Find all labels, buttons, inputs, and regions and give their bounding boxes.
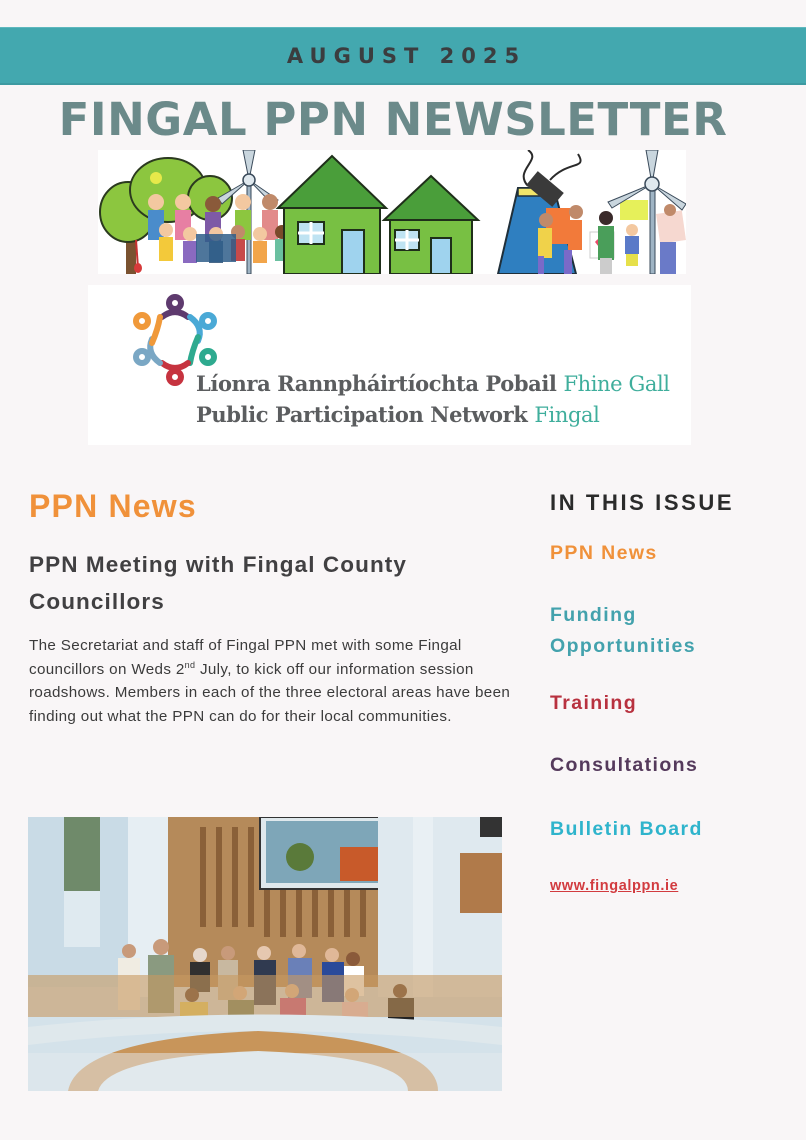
- newsletter-title: FINGAL PPN NEWSLETTER: [58, 93, 728, 146]
- logo-irish-accent: Fhine Gall: [563, 372, 670, 396]
- logo-irish-name: [196, 371, 670, 396]
- article-title: PPN Meeting with Fingal County Councillors: [29, 552, 407, 614]
- meeting-photo: [28, 817, 502, 1091]
- logo-english-accent: Fingal: [534, 403, 600, 427]
- ordinal-suffix: nd: [184, 659, 196, 670]
- website-link[interactable]: www.fingalppn.ie: [550, 878, 679, 894]
- community-illustration-icon: [98, 150, 686, 274]
- toc-item-bulletin-board[interactable]: Bulletin Board: [550, 818, 703, 840]
- issue-date: AUGUST 2025: [286, 43, 527, 68]
- toc-item-funding-opportunities[interactable]: [550, 600, 696, 662]
- toc-item-ppn-news[interactable]: PPN News: [550, 542, 658, 564]
- date-banner: [0, 27, 806, 85]
- logo-english-main: Public Participation Network: [196, 402, 528, 427]
- in-this-issue-heading: IN THIS ISSUE: [550, 490, 735, 515]
- hero-illustration: [98, 150, 686, 274]
- ppn-logo: [88, 285, 691, 445]
- logo-irish-main: Líonra Rannpháirtíochta Pobail: [196, 371, 557, 396]
- toc-item-training[interactable]: Training: [550, 692, 638, 714]
- article-body: [29, 634, 519, 728]
- logo-english-name: [196, 402, 599, 427]
- toc-item-consultations[interactable]: Consultations: [550, 754, 699, 776]
- toc-item-funding-line2: Opportunities: [550, 635, 697, 657]
- section-heading-ppn-news: PPN News: [29, 488, 197, 524]
- article-body-text: The Secretariat and staff of Fingal PPN met with some Fingal councillors on Weds 2: [29, 637, 462, 678]
- article-body-text-continued: July, to kick off our information session roadshows. Members in each of the three electoral areas have been finding out what the PPN can do for their local communities.: [29, 660, 511, 725]
- toc-item-funding-line1: Funding: [550, 604, 637, 626]
- council-chamber-photo-icon: [28, 817, 502, 1091]
